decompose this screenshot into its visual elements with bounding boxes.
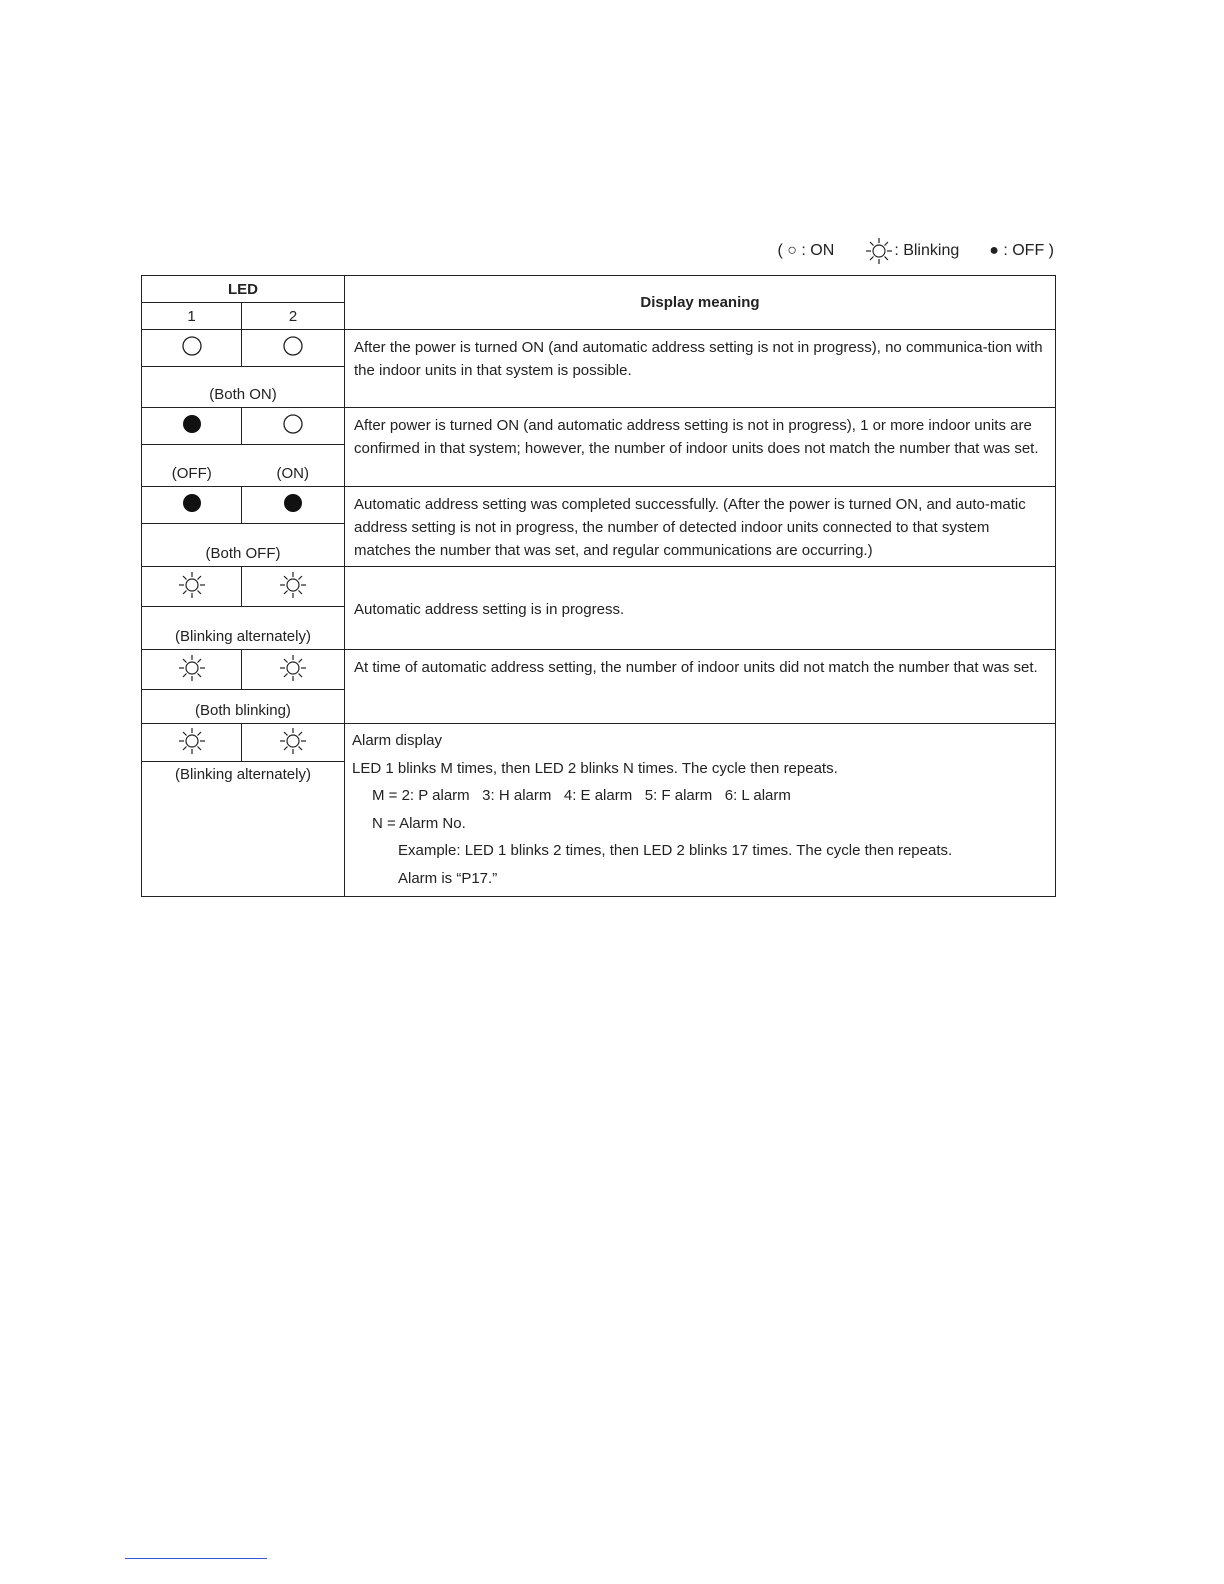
led-state-caption: (Blinking alternately): [142, 762, 345, 897]
led-off-icon: [181, 492, 203, 514]
row-meaning: Automatic address setting is in progress.: [345, 567, 1056, 650]
led-header: LED: [142, 276, 345, 303]
alarm-line-2: M = 2: P alarm 3: H alarm 4: E alarm 5: F alarm 6: L alarm: [372, 787, 791, 804]
led-blinking-icon: [177, 572, 207, 598]
led-1-header: 1: [142, 303, 242, 330]
alarm-line-1: LED 1 blinks M times, then LED 2 blinks N times. The cycle then repeats.: [352, 759, 838, 777]
led-on-icon: [181, 335, 203, 357]
led-blinking-icon: [278, 655, 308, 681]
led-1-caption: (OFF): [142, 445, 242, 487]
alarm-display-meaning: [345, 724, 1056, 897]
legend-blinking: : Blinking: [894, 242, 960, 259]
led-2-caption: (ON): [242, 445, 345, 487]
led-off-icon: [181, 413, 203, 435]
led-on-icon: [282, 335, 304, 357]
row-meaning: At time of automatic address setting, the number of indoor units did not match the number that was set.: [345, 650, 1056, 724]
led-blinking-icon: [278, 728, 308, 754]
display-meaning-header: Display meaning: [345, 276, 1056, 330]
row-meaning: After power is turned ON (and automatic address setting is not in progress), 1 or more indoor units are confirmed in that system; however, the number of indoor units does not match the number that was set.: [345, 408, 1056, 487]
alarm-line-3: N = Alarm No.: [372, 814, 466, 832]
led-state-caption: (Both blinking): [142, 690, 345, 724]
row-meaning: After the power is turned ON (and automatic address setting is not in progress), no communica-tion with the indoor units in that system is possible.: [345, 330, 1056, 408]
led-on-icon: [282, 413, 304, 435]
blinking-icon: [864, 238, 894, 264]
led-2-header: 2: [242, 303, 345, 330]
footnote-divider: [125, 1558, 267, 1559]
led-display-table: [141, 275, 1056, 897]
alarm-title: Alarm display: [352, 732, 443, 749]
led-state-caption: (Blinking alternately): [142, 607, 345, 650]
symbol-legend: [778, 238, 1054, 264]
legend-off: ● : OFF ): [989, 242, 1054, 259]
led-state-caption: (Both ON): [142, 367, 345, 408]
legend-on: ( ○ : ON: [777, 242, 835, 259]
row-meaning: Automatic address setting was completed successfully. (After the power is turned ON, and auto-matic address setting is not in progress, the number of detected indoor units connected to that system matches the number that was set, and regular communications are occurring.): [345, 487, 1056, 567]
led-state-caption: (Both OFF): [142, 524, 345, 567]
led-blinking-icon: [177, 655, 207, 681]
led-off-icon: [282, 492, 304, 514]
alarm-line-4: Example: LED 1 blinks 2 times, then LED 2 blinks 17 times. The cycle then repeats.: [398, 842, 953, 859]
alarm-line-5: Alarm is “P17.”: [398, 869, 498, 887]
led-blinking-icon: [177, 728, 207, 754]
led-blinking-icon: [278, 572, 308, 598]
